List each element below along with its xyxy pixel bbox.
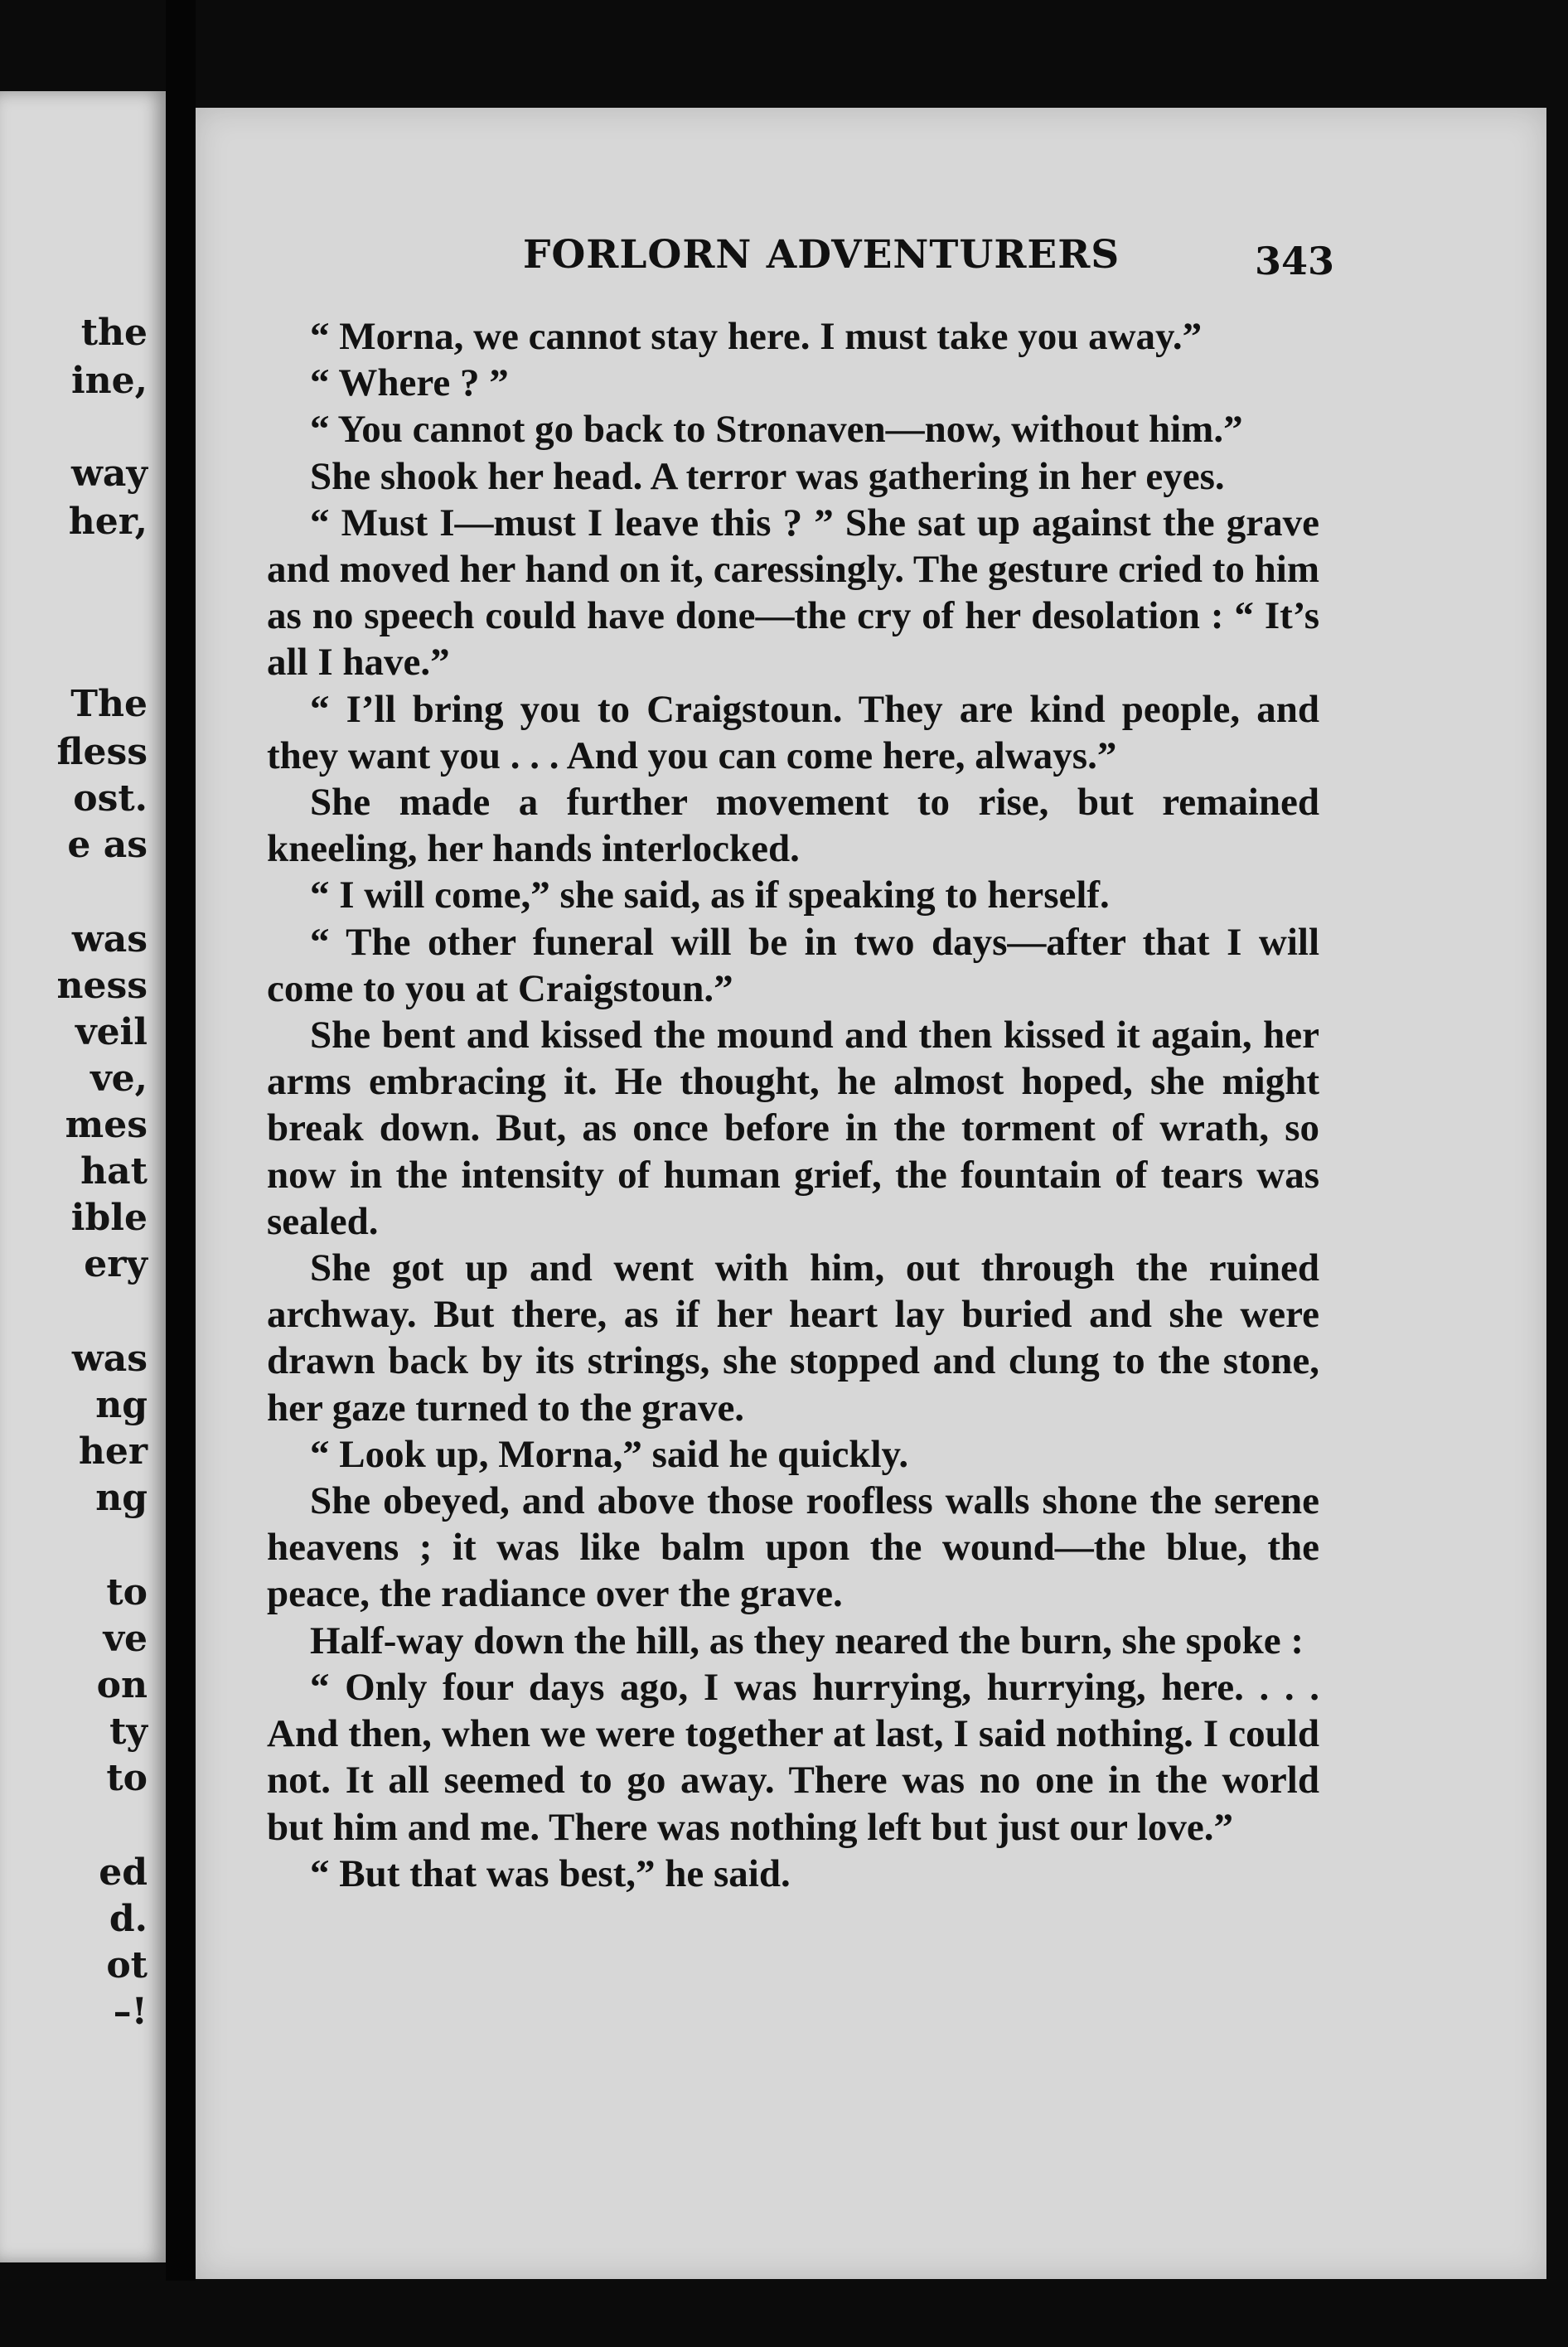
paragraph: She shook her head. A terror was gathering in her eyes. bbox=[310, 454, 1225, 498]
facing-page-text: to bbox=[106, 1757, 148, 1799]
facing-page-text: ost. bbox=[73, 777, 148, 820]
facing-page-text: was bbox=[71, 1338, 148, 1380]
body-text bbox=[267, 313, 1319, 1897]
facing-page-text: ed bbox=[99, 1851, 148, 1894]
facing-page-text: hat bbox=[80, 1150, 148, 1193]
facing-page-text: ty bbox=[109, 1711, 148, 1753]
facing-page-text: e as bbox=[67, 824, 148, 866]
paragraph: She made a further movement to rise, but remained kneeling, her hands interlocked. bbox=[267, 781, 1319, 871]
facing-page-text: The bbox=[70, 683, 148, 725]
facing-page-text: ng bbox=[95, 1384, 148, 1426]
paragraph: “ You cannot go back to Stronaven—now, without him.” bbox=[310, 408, 1243, 452]
facing-page-text: her, bbox=[68, 501, 148, 543]
page-number: 343 bbox=[1255, 239, 1335, 283]
paragraph: “ Morna, we cannot stay here. I must take you away.” bbox=[310, 315, 1203, 358]
facing-page-text: ness bbox=[56, 965, 148, 1007]
paragraph: She got up and went with him, out through the ruined archway. But there, as if her heart lay buried and she were drawn back by its strings, she stopped and clung to the stone, her gaze turned to the grave. bbox=[267, 1246, 1319, 1430]
paragraph: She bent and kissed the mound and then kissed it again, her arms embracing it. He thought, he almost hoped, she might break down. But, as once before in the torment of wrath, so now in the intensity of human grief, the fountain of tears was sealed. bbox=[267, 1014, 1319, 1243]
paragraph: She obeyed, and above those roofless walls shone the serene heavens ; it was like balm upon the wound—the blue, the peace, the radiance over the grave. bbox=[267, 1479, 1319, 1616]
paragraph: “ I will come,” she said, as if speaking to herself. bbox=[310, 873, 1110, 917]
facing-page-text: –! bbox=[113, 1991, 148, 2033]
facing-page-text: ible bbox=[70, 1197, 148, 1239]
facing-page-text: was bbox=[71, 918, 148, 961]
book-page bbox=[196, 108, 1546, 2279]
facing-page-text: ve, bbox=[90, 1057, 148, 1100]
running-head bbox=[196, 232, 1546, 290]
facing-page-text: veil bbox=[75, 1011, 148, 1053]
paragraph: “ Look up, Morna,” said he quickly. bbox=[310, 1432, 909, 1476]
paragraph: “ Only four days ago, I was hurrying, hurrying, here. . . . And then, when we were together at last, I said nothing. I could not. It all seemed to go away. There was no one in the world but him and me. There was nothing left but just our love.” bbox=[267, 1665, 1319, 1849]
book-gutter bbox=[166, 0, 196, 2347]
facing-page-text: her bbox=[78, 1430, 148, 1473]
facing-page-text: ve bbox=[103, 1618, 148, 1660]
facing-page-text: fless bbox=[56, 731, 148, 773]
facing-page-text: on bbox=[96, 1664, 148, 1706]
facing-page-text: mes bbox=[65, 1104, 148, 1146]
facing-page-text: ine, bbox=[70, 360, 148, 402]
facing-page-fragment bbox=[0, 91, 166, 2262]
facing-page-text: the bbox=[80, 312, 148, 354]
facing-page-text: ng bbox=[95, 1477, 148, 1519]
paragraph: “ I’ll bring you to Craigstoun. They are kind people, and they want you . . . And you can come here, always.” bbox=[267, 687, 1319, 777]
facing-page-text: to bbox=[106, 1571, 148, 1614]
paragraph: “ Where ? ” bbox=[310, 361, 509, 405]
facing-page-text: d. bbox=[109, 1898, 148, 1940]
running-title: FORLORN ADVENTURERS bbox=[523, 232, 1120, 278]
facing-page-text: ery bbox=[84, 1243, 148, 1285]
facing-page-text: way bbox=[71, 452, 148, 495]
paragraph: “ The other funeral will be in two days—after that I will come to you at Craigstoun.” bbox=[267, 920, 1319, 1010]
paragraph: Half-way down the hill, as they neared the burn, she spoke : bbox=[310, 1619, 1304, 1662]
facing-page-text: ot bbox=[106, 1944, 148, 1986]
paragraph: “ But that was best,” he said. bbox=[310, 1851, 791, 1895]
paragraph: “ Must I—must I leave this ? ” She sat up against the grave and moved her hand on it, caressingly. The gesture cried to him as no speech could have done—the cry of her desolation : “ It’s all I have.” bbox=[267, 501, 1319, 685]
scan-border bbox=[0, 2281, 1568, 2347]
